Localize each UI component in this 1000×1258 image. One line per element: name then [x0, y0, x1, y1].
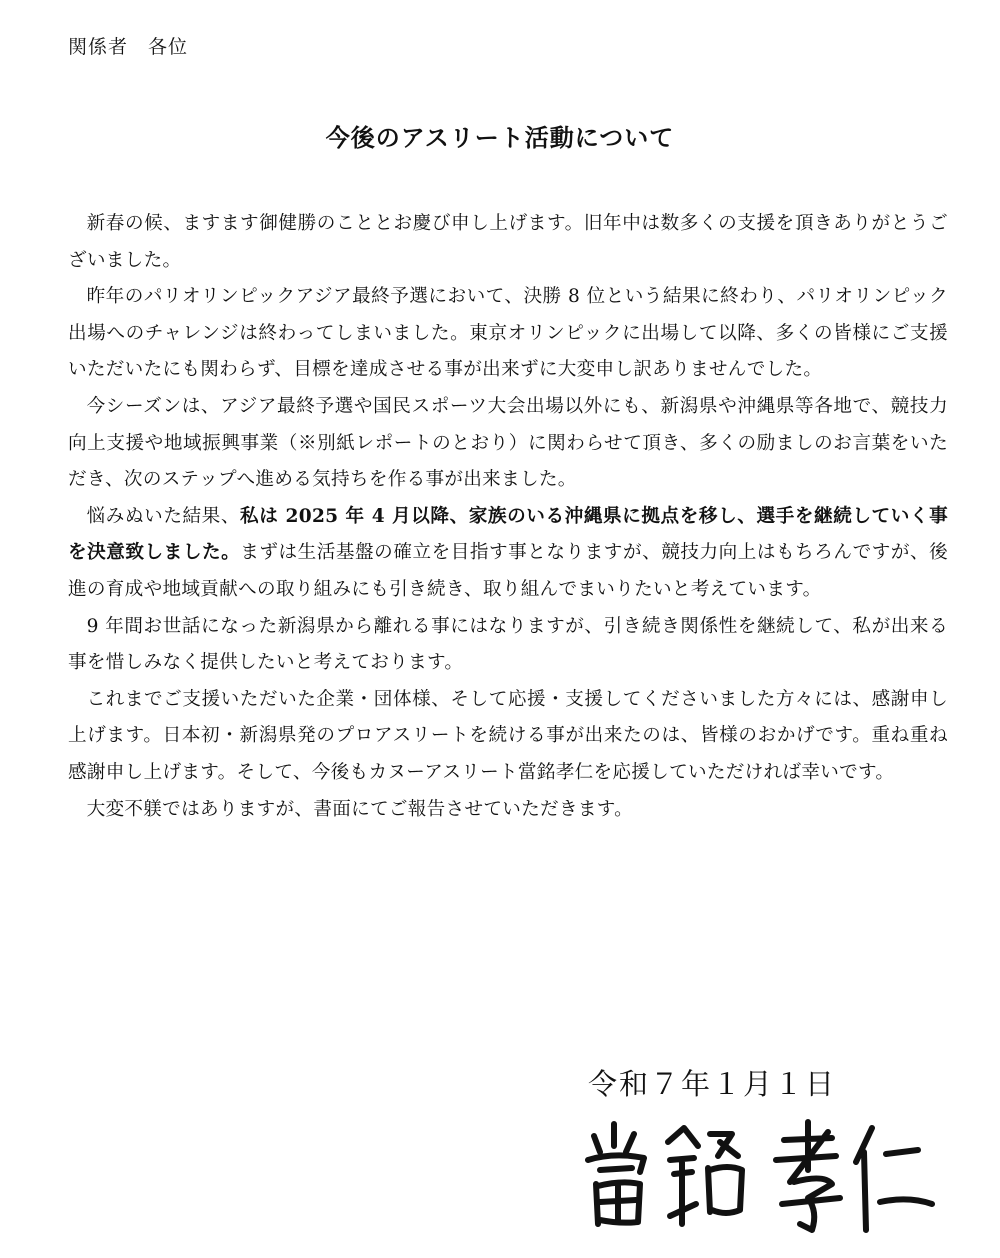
handwritten-signature [570, 1112, 950, 1242]
decision-statement: 私は 2025 年 4 月以降、家族のいる沖縄県に拠点を移し、選手を継続していく事を決意致しました。 [68, 505, 948, 564]
paragraph-decision [68, 499, 948, 609]
paragraph-thanks: これまでご支援いただいた企業・団体様、そして応援・支援してくださいました方々には、感謝申し上げます。日本初・新潟県発のプロアスリートを続ける事が出来たのは、皆様のおかげです。重ね重ね感謝申し上げます。そして、今後もカヌーアスリート當銘孝仁を応援していただければ幸いです。 [68, 688, 948, 783]
signature-drawing [570, 1112, 950, 1242]
paragraph-closing: 大変不躾ではありますが、書面にてご報告させていただきます。 [86, 798, 634, 820]
paragraph-niigata: 9 年間お世話になった新潟県から離れる事にはなりますが、引き続き関係性を継続して、私が出来る事を惜しみなく提供したいと考えております。 [68, 615, 948, 674]
document-title: 今後のアスリート活動について [325, 123, 675, 152]
letter-body [68, 206, 948, 828]
addressee: 関係者 各位 [68, 36, 189, 58]
decision-suffix: まずは生活基盤の確立を目指す事となりますが、競技力向上はもちろんですが、後進の育成や地域貢献への取り組みにも引き続き、取り組んでまいりたいと考えています。 [68, 542, 949, 600]
paragraph-result: 昨年のパリオリンピックアジア最終予選において、決勝 8 位という結果に終わり、パリオリンピック出場へのチャレンジは終わってしまいました。東京オリンピックに出場して以降、多くの皆様にご支援いただいたにも関わらず、目標を達成させる事が出来ずに大変申し訳ありませんでした。 [68, 286, 948, 381]
paragraph-greeting: 新春の候、ますます御健勝のこととお慶び申し上げます。旧年中は数多くの支援を頂きありがとうございました。 [68, 213, 948, 271]
letter-date: 令和７年１月１日 [588, 1067, 837, 1101]
decision-prefix: 悩みぬいた結果、 [86, 505, 241, 527]
paragraph-season: 今シーズンは、アジア最終予選や国民スポーツ大会出場以外にも、新潟県や沖縄県等各地で、競技力向上支援や地域振興事業（※別紙レポートのとおり）に関わらせて頂き、多くの励ましのお言葉をいただき、次のステップへ進める気持ちを作る事が出来ました。 [68, 395, 948, 491]
